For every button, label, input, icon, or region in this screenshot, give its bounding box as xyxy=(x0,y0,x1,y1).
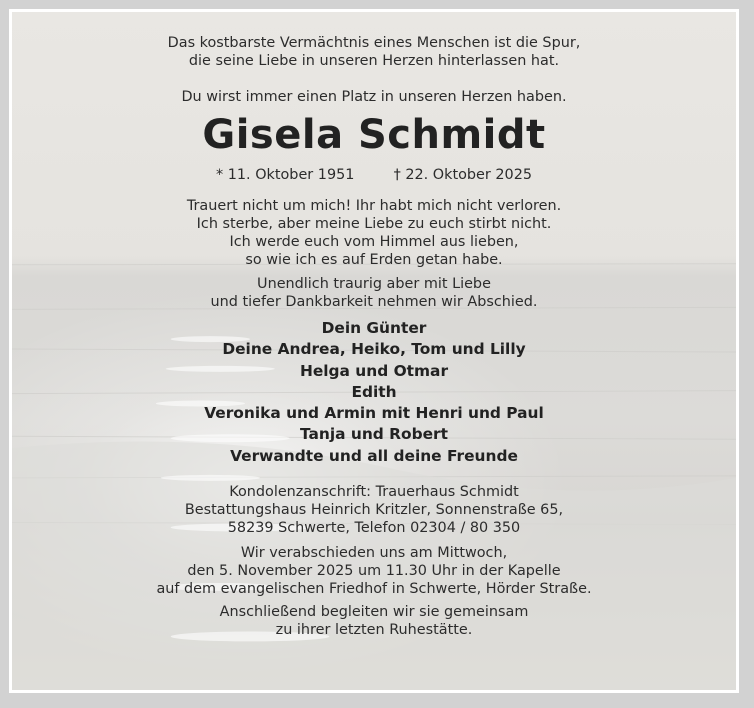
mourner: Edith xyxy=(351,382,397,401)
intro-line-3: Du wirst immer einen Platz in unseren Herzen haben. xyxy=(181,89,567,105)
service-line: auf dem evangelischen Friedhof in Schwerte, Hörder Straße. xyxy=(156,581,592,598)
mourner: Deine Andrea, Heiko, Tom und Lilly xyxy=(222,340,526,359)
obituary-card xyxy=(9,9,739,693)
poem-line: so wie ich es auf Erden getan habe. xyxy=(245,252,503,268)
mourner: Helga und Otmar xyxy=(299,361,449,380)
poem-line: Ich sterbe, aber meine Liebe zu euch stirbt nicht. xyxy=(196,216,552,232)
obituary-text xyxy=(12,12,736,639)
condolence-line: 58239 Schwerte, Telefon 02304 / 80 350 xyxy=(227,520,521,537)
life-dates xyxy=(12,166,736,184)
service-line: den 5. November 2025 um 11.30 Uhr in der Kapelle xyxy=(187,563,561,580)
deceased-name: Gisela Schmidt xyxy=(202,112,546,158)
farewell-line: und tiefer Dankbarkeit nehmen wir Abschied. xyxy=(210,294,538,310)
mourner: Verwandte und all deine Freunde xyxy=(230,446,518,465)
mourner: Veronika und Armin mit Henri und Paul xyxy=(204,404,544,423)
death-date: † 22. Oktober 2025 xyxy=(393,167,533,183)
intro-line-2: die seine Liebe in unseren Herzen hinterlassen hat. xyxy=(188,53,560,69)
condolence-line: Kondolenzanschrift: Trauerhaus Schmidt xyxy=(229,484,519,501)
intro-line-1: Das kostbarste Vermächtnis eines Menschen ist die Spur, xyxy=(167,35,581,51)
mourner: Dein Günter xyxy=(321,319,427,337)
mourner: Tanja und Robert xyxy=(300,425,448,444)
burial-line: Anschließend begleiten wir sie gemeinsam xyxy=(219,604,529,621)
poem-line: Ich werde euch vom Himmel aus lieben, xyxy=(229,234,519,250)
poem-line: Trauert nicht um mich! Ihr habt mich nicht verloren. xyxy=(186,198,562,214)
farewell-line: Unendlich traurig aber mit Liebe xyxy=(257,276,491,292)
condolence-line: Bestattungshaus Heinrich Kritzler, Sonnenstraße 65, xyxy=(184,502,564,519)
birth-date: * 11. Oktober 1951 xyxy=(215,167,355,183)
burial-line: zu ihrer letzten Ruhestätte. xyxy=(275,622,473,639)
service-line: Wir verabschieden uns am Mittwoch, xyxy=(240,545,508,562)
